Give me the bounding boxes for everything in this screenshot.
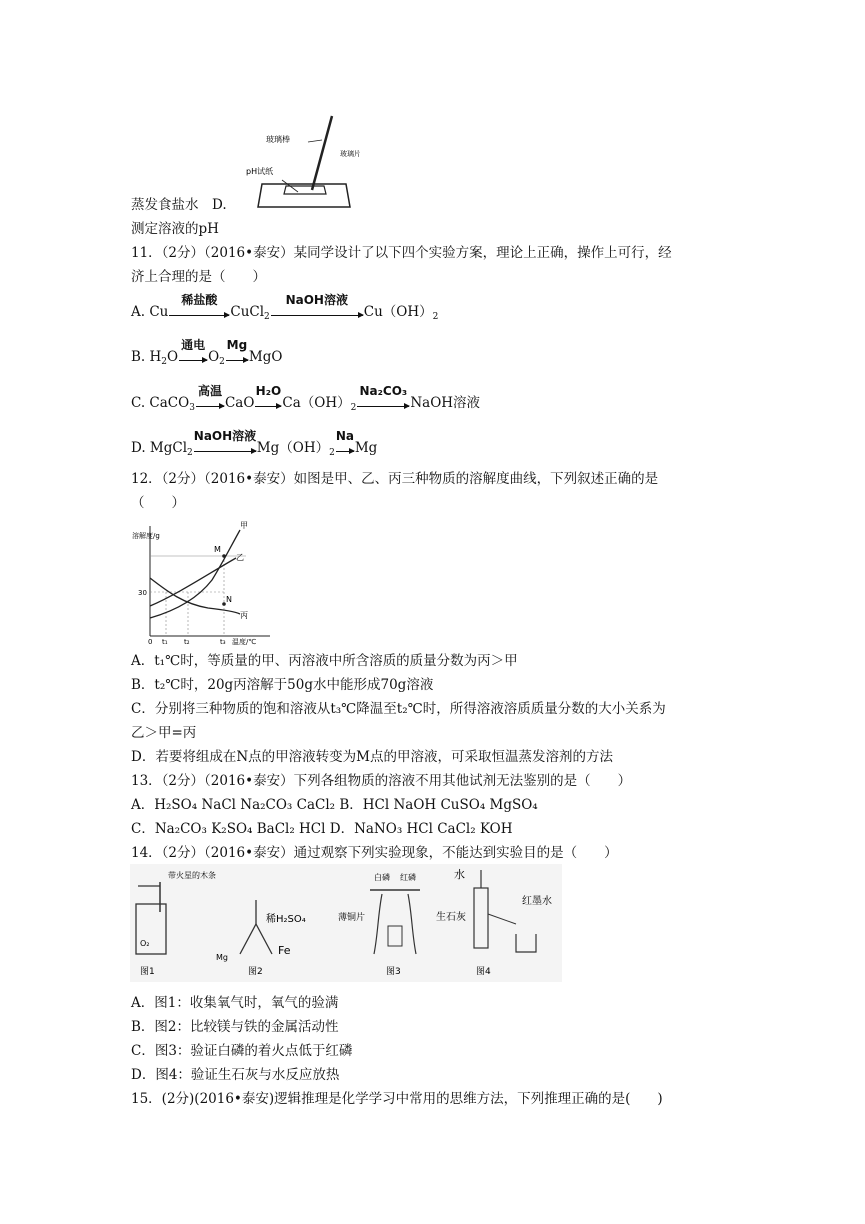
q11-option-c: C. CaCO$_3$ 高温 CaO H₂O $Ca(OH)_2$ Na₂CO₃ NaOH溶液	[131, 384, 481, 413]
experiment-figures	[130, 864, 562, 982]
q14-option-d: D．图4：验证生石灰与水反应放热	[131, 1067, 340, 1083]
chart-label-yi: 乙	[236, 553, 244, 562]
q13-options-ab: A．H₂SO₄ NaCl Na₂CO₃ CaCl₂ B．HCl NaOH CuSO₄ MgSO₄	[131, 797, 538, 813]
q12-option-c-2: 乙＞甲=丙	[131, 725, 197, 741]
q12-stem-1: 12．（2分）（2016•泰安）如图是甲、乙、丙三种物质的溶解度曲线，下列叙述正确的是	[131, 471, 659, 487]
q14-option-b: B．图2：比较镁与铁的金属活动性	[131, 1019, 339, 1035]
fig2-caption: 图2	[248, 967, 263, 977]
q14-stem: 14．（2分）（2016•泰安）通过观察下列实验现象，不能达到实验目的是（ ）	[131, 845, 618, 861]
chart-ylabel: 溶解度/g	[132, 532, 160, 540]
fig2-h2so4-label: 稀H₂SO₄	[266, 914, 306, 925]
chart-tick-t2: t₂	[184, 638, 190, 646]
fig4-red-ink-label: 红墨水	[522, 896, 552, 907]
chart-label-N: N	[226, 595, 232, 604]
q12-stem-2: （ ）	[131, 495, 185, 511]
chart-label-M: M	[214, 545, 221, 554]
fig1-splint-label: 带火星的木条	[168, 871, 216, 880]
q13-options-cd: C．Na₂CO₃ K₂SO₄ BaCl₂ HCl D．NaNO₃ HCl CaCl₂ KOH	[131, 821, 513, 837]
q12-option-b: B．t₂℃时，20g丙溶解于50g水中能形成70g溶液	[131, 677, 434, 693]
q11-option-d: D. MgCl$_2$ NaOH溶液 $Mg(OH)_2$ Na Mg	[131, 429, 378, 458]
solubility-curve-figure	[128, 518, 278, 646]
q11-stem-2: 济上合理的是（ ）	[131, 269, 266, 285]
q11-option-b: B. $H_2O$ 通电 $O_2$ Mg MgO	[131, 338, 283, 367]
fig3-caption: 图3	[386, 967, 401, 977]
q12-option-d: D．若要将组成在N点的甲溶液转变为M点的甲溶液，可采取恒温蒸发溶剂的方法	[131, 749, 613, 765]
chart-tick-t1: t₁	[162, 638, 168, 646]
fig1-o2-label: O₂	[140, 939, 150, 948]
label-glass-rod: 玻璃棒	[266, 135, 290, 144]
fig2-fe-label: Fe	[278, 944, 291, 957]
fig3-white-p-label: 白磷	[374, 873, 390, 882]
q14-option-a: A．图1：收集氧气时，氧气的验满	[131, 995, 339, 1011]
q11-stem-1: 11．（2分）（2016•泰安）某同学设计了以下四个实验方案，理论上正确，操作上可行，经	[131, 245, 672, 261]
fig4-water-label: 水	[454, 868, 465, 881]
q12-option-a: A．t₁℃时，等质量的甲、丙溶液中所含溶质的质量分数为丙＞甲	[131, 653, 518, 669]
chart-tick-t3: t₃	[220, 638, 226, 646]
fig3-cu-sheet-label: 薄铜片	[338, 913, 366, 923]
q15-stem: 15．(2分)(2016•泰安)逻辑推理是化学学习中常用的思维方法，下列推理正确的是( )	[131, 1091, 663, 1107]
chart-tick-0: 0	[148, 638, 153, 646]
q14-option-c: C．图3：验证白磷的着火点低于红磷	[131, 1043, 353, 1059]
q11-option-a: A. Cu 稀盐酸 CuCl$_2$ NaOH溶液 $Cu(OH)_2$	[131, 293, 439, 322]
fig4-quicklime-label: 生石灰	[436, 912, 466, 923]
chart-xlabel: 温度/℃	[232, 638, 257, 646]
line-measure-ph: 测定溶液的pH	[131, 221, 219, 237]
chart-tick-30: 30	[138, 589, 147, 597]
line-evaporate: 蒸发食盐水 D.	[131, 197, 227, 213]
fig4-caption: 图4	[476, 967, 491, 977]
fig1-caption: 图1	[140, 967, 155, 977]
q13-stem: 13．（2分）（2016•泰安）下列各组物质的溶液不用其他试剂无法鉴别的是（ ）	[131, 773, 632, 789]
label-ph-paper: pH试纸	[246, 167, 274, 176]
label-glass-slide: 玻璃片	[340, 150, 360, 158]
fig3-red-p-label: 红磷	[400, 873, 416, 882]
chart-label-jia: 甲	[240, 521, 248, 530]
chart-label-bing: 丙	[240, 611, 248, 620]
ph-test-figure	[240, 112, 360, 212]
q12-option-c-1: C．分别将三种物质的饱和溶液从t₃℃降温至t₂℃时，所得溶液溶质质量分数的大小关系为	[131, 701, 666, 717]
fig2-mg-label: Mg	[216, 953, 228, 962]
